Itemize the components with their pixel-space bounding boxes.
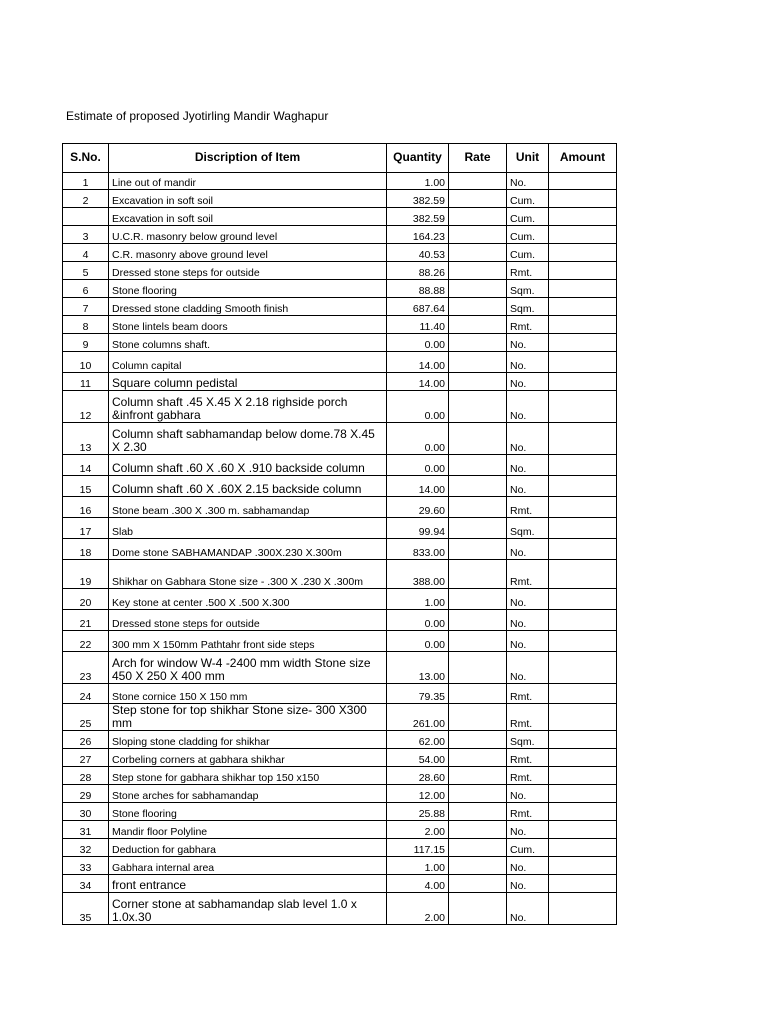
- row-amount: [549, 704, 617, 731]
- row-sno: 18: [63, 539, 109, 560]
- row-rate: [449, 821, 507, 839]
- row-quantity: 0.00: [387, 423, 449, 455]
- row-amount: [549, 857, 617, 875]
- row-unit: No.: [507, 893, 549, 925]
- row-unit: Sqm.: [507, 298, 549, 316]
- row-quantity: 62.00: [387, 731, 449, 749]
- row-unit: No.: [507, 423, 549, 455]
- row-sno: 7: [63, 298, 109, 316]
- header-sno: S.No.: [63, 144, 109, 173]
- table-row: [63, 173, 617, 190]
- row-rate: [449, 173, 507, 190]
- row-description: Step stone for gabhara shikhar top 150 x150: [109, 767, 387, 785]
- row-description: Stone flooring: [109, 280, 387, 298]
- row-unit: No.: [507, 455, 549, 476]
- row-unit: Rmt.: [507, 803, 549, 821]
- row-description: Column capital: [109, 352, 387, 373]
- table-header-row: [63, 144, 617, 173]
- row-rate: [449, 208, 507, 226]
- row-rate: [449, 497, 507, 518]
- row-sno: 20: [63, 589, 109, 610]
- row-quantity: 117.15: [387, 839, 449, 857]
- table-row: [63, 631, 617, 652]
- row-amount: [549, 652, 617, 684]
- row-sno: 4: [63, 244, 109, 262]
- row-unit: No.: [507, 610, 549, 631]
- row-unit: No.: [507, 589, 549, 610]
- row-sno: 9: [63, 334, 109, 352]
- row-unit: No.: [507, 821, 549, 839]
- table-row: [63, 875, 617, 893]
- row-unit: Cum.: [507, 839, 549, 857]
- row-rate: [449, 334, 507, 352]
- row-quantity: 4.00: [387, 875, 449, 893]
- row-quantity: 833.00: [387, 539, 449, 560]
- row-description: Line out of mandir: [109, 173, 387, 190]
- table-row: [63, 704, 617, 731]
- row-amount: [549, 173, 617, 190]
- table-row: [63, 280, 617, 298]
- row-rate: [449, 767, 507, 785]
- row-quantity: 14.00: [387, 352, 449, 373]
- row-amount: [549, 280, 617, 298]
- table-row: [63, 226, 617, 244]
- row-rate: [449, 423, 507, 455]
- row-rate: [449, 190, 507, 208]
- row-rate: [449, 610, 507, 631]
- row-amount: [549, 497, 617, 518]
- table-row: [63, 373, 617, 391]
- row-rate: [449, 298, 507, 316]
- row-description: Dressed stone cladding Smooth finish: [109, 298, 387, 316]
- row-rate: [449, 518, 507, 539]
- table-row: [63, 560, 617, 589]
- row-rate: [449, 316, 507, 334]
- row-unit: Cum.: [507, 226, 549, 244]
- row-quantity: 0.00: [387, 334, 449, 352]
- row-description: Stone cornice 150 X 150 mm: [109, 684, 387, 704]
- row-unit: No.: [507, 334, 549, 352]
- row-description: Stone columns shaft.: [109, 334, 387, 352]
- table-row: [63, 455, 617, 476]
- row-description: Slab: [109, 518, 387, 539]
- row-unit: Rmt.: [507, 316, 549, 334]
- row-amount: [549, 334, 617, 352]
- row-unit: Rmt.: [507, 767, 549, 785]
- row-sno: 28: [63, 767, 109, 785]
- row-unit: Rmt.: [507, 560, 549, 589]
- row-quantity: 11.40: [387, 316, 449, 334]
- row-rate: [449, 373, 507, 391]
- table-row: [63, 767, 617, 785]
- row-rate: [449, 893, 507, 925]
- row-quantity: 99.94: [387, 518, 449, 539]
- row-amount: [549, 423, 617, 455]
- header-rate: Rate: [449, 144, 507, 173]
- row-rate: [449, 391, 507, 423]
- row-sno: 26: [63, 731, 109, 749]
- row-amount: [549, 631, 617, 652]
- row-sno: 10: [63, 352, 109, 373]
- row-sno: 14: [63, 455, 109, 476]
- row-amount: [549, 539, 617, 560]
- row-rate: [449, 560, 507, 589]
- row-description: Column shaft .60 X .60 X .910 backside column: [109, 455, 387, 476]
- row-sno: 23: [63, 652, 109, 684]
- document-title: Estimate of proposed Jyotirling Mandir Waghapur: [66, 109, 329, 123]
- table-row: [63, 652, 617, 684]
- row-quantity: 14.00: [387, 373, 449, 391]
- row-rate: [449, 631, 507, 652]
- header-amount: Amount: [549, 144, 617, 173]
- row-sno: 32: [63, 839, 109, 857]
- row-sno: 16: [63, 497, 109, 518]
- row-unit: Rmt.: [507, 749, 549, 767]
- row-description: Column shaft .60 X .60X 2.15 backside column: [109, 476, 387, 497]
- row-sno: 21: [63, 610, 109, 631]
- row-description: Stone beam .300 X .300 m. sabhamandap: [109, 497, 387, 518]
- row-rate: [449, 244, 507, 262]
- row-description: Gabhara internal area: [109, 857, 387, 875]
- row-description: Deduction for gabhara: [109, 839, 387, 857]
- row-description: Key stone at center .500 X .500 X.300: [109, 589, 387, 610]
- row-unit: Rmt.: [507, 684, 549, 704]
- table-row: [63, 298, 617, 316]
- row-unit: Sqm.: [507, 280, 549, 298]
- row-sno: 2: [63, 190, 109, 208]
- row-amount: [549, 589, 617, 610]
- table-row: [63, 731, 617, 749]
- row-description: Dressed stone steps for outside: [109, 610, 387, 631]
- row-amount: [549, 893, 617, 925]
- row-description: Excavation in soft soil: [109, 208, 387, 226]
- row-unit: No.: [507, 539, 549, 560]
- table-row: [63, 391, 617, 423]
- row-rate: [449, 684, 507, 704]
- row-quantity: 54.00: [387, 749, 449, 767]
- row-quantity: 1.00: [387, 589, 449, 610]
- row-description: 300 mm X 150mm Pathtahr front side steps: [109, 631, 387, 652]
- table-row: [63, 749, 617, 767]
- row-amount: [549, 821, 617, 839]
- row-rate: [449, 262, 507, 280]
- row-rate: [449, 875, 507, 893]
- table-row: [63, 839, 617, 857]
- row-quantity: 0.00: [387, 631, 449, 652]
- row-amount: [549, 684, 617, 704]
- row-unit: No.: [507, 391, 549, 423]
- row-description: Column shaft sabhamandap below dome.78 X.45 X 2.30: [109, 423, 387, 455]
- row-amount: [549, 785, 617, 803]
- row-rate: [449, 652, 507, 684]
- row-quantity: 2.00: [387, 893, 449, 925]
- estimate-table: [62, 143, 617, 925]
- table-row: [63, 785, 617, 803]
- row-sno: 33: [63, 857, 109, 875]
- row-quantity: 1.00: [387, 857, 449, 875]
- row-amount: [549, 373, 617, 391]
- row-rate: [449, 476, 507, 497]
- row-unit: No.: [507, 652, 549, 684]
- row-quantity: 88.26: [387, 262, 449, 280]
- row-quantity: 88.88: [387, 280, 449, 298]
- row-description: Square column pedistal: [109, 373, 387, 391]
- row-quantity: 687.64: [387, 298, 449, 316]
- row-rate: [449, 785, 507, 803]
- table-row: [63, 423, 617, 455]
- row-unit: No.: [507, 875, 549, 893]
- row-description: Corbeling corners at gabhara shikhar: [109, 749, 387, 767]
- row-amount: [549, 208, 617, 226]
- row-unit: No.: [507, 857, 549, 875]
- row-sno: 6: [63, 280, 109, 298]
- table-row: [63, 476, 617, 497]
- row-unit: Rmt.: [507, 704, 549, 731]
- row-sno: 24: [63, 684, 109, 704]
- row-unit: Cum.: [507, 190, 549, 208]
- row-amount: [549, 875, 617, 893]
- row-description: Stone arches for sabhamandap: [109, 785, 387, 803]
- row-rate: [449, 539, 507, 560]
- row-quantity: 164.23: [387, 226, 449, 244]
- row-description: Stone flooring: [109, 803, 387, 821]
- row-amount: [549, 610, 617, 631]
- row-unit: Sqm.: [507, 731, 549, 749]
- table-row: [63, 893, 617, 925]
- row-quantity: 0.00: [387, 391, 449, 423]
- row-amount: [549, 190, 617, 208]
- row-unit: Cum.: [507, 208, 549, 226]
- row-amount: [549, 560, 617, 589]
- header-unit: Unit: [507, 144, 549, 173]
- row-description: Excavation in soft soil: [109, 190, 387, 208]
- row-description: Step stone for top shikhar Stone size- 300 X300 mm: [109, 704, 387, 731]
- row-unit: No.: [507, 476, 549, 497]
- row-sno: 22: [63, 631, 109, 652]
- row-unit: No.: [507, 173, 549, 190]
- row-sno: 25: [63, 704, 109, 731]
- row-amount: [549, 476, 617, 497]
- row-description: front entrance: [109, 875, 387, 893]
- row-amount: [549, 839, 617, 857]
- row-description: C.R. masonry above ground level: [109, 244, 387, 262]
- row-description: Mandir floor Polyline: [109, 821, 387, 839]
- row-amount: [549, 455, 617, 476]
- table-body: [63, 173, 617, 925]
- row-amount: [549, 226, 617, 244]
- row-quantity: 13.00: [387, 652, 449, 684]
- row-rate: [449, 749, 507, 767]
- row-quantity: 40.53: [387, 244, 449, 262]
- row-quantity: 0.00: [387, 610, 449, 631]
- table-row: [63, 316, 617, 334]
- row-unit: Rmt.: [507, 497, 549, 518]
- row-amount: [549, 391, 617, 423]
- table-row: [63, 821, 617, 839]
- row-rate: [449, 455, 507, 476]
- row-rate: [449, 803, 507, 821]
- row-unit: No.: [507, 785, 549, 803]
- row-quantity: 382.59: [387, 190, 449, 208]
- row-rate: [449, 226, 507, 244]
- row-quantity: 388.00: [387, 560, 449, 589]
- row-sno: [63, 208, 109, 226]
- table-row: [63, 334, 617, 352]
- table-row: [63, 262, 617, 280]
- row-sno: 1: [63, 173, 109, 190]
- row-rate: [449, 704, 507, 731]
- row-sno: 15: [63, 476, 109, 497]
- table-row: [63, 684, 617, 704]
- row-amount: [549, 244, 617, 262]
- table-row: [63, 803, 617, 821]
- row-description: Column shaft .45 X.45 X 2.18 righside porch &infront gabhara: [109, 391, 387, 423]
- header-description: Discription of Item: [109, 144, 387, 173]
- table-row: [63, 589, 617, 610]
- row-amount: [549, 316, 617, 334]
- row-amount: [549, 731, 617, 749]
- header-quantity: Quantity: [387, 144, 449, 173]
- row-amount: [549, 352, 617, 373]
- row-amount: [549, 803, 617, 821]
- row-quantity: 25.88: [387, 803, 449, 821]
- row-description: Shikhar on Gabhara Stone size - .300 X .230 X .300m: [109, 560, 387, 589]
- row-description: Dome stone SABHAMANDAP .300X.230 X.300m: [109, 539, 387, 560]
- row-amount: [549, 298, 617, 316]
- row-description: Sloping stone cladding for shikhar: [109, 731, 387, 749]
- row-unit: Rmt.: [507, 262, 549, 280]
- row-quantity: 14.00: [387, 476, 449, 497]
- row-quantity: 29.60: [387, 497, 449, 518]
- row-sno: 27: [63, 749, 109, 767]
- row-rate: [449, 731, 507, 749]
- row-sno: 29: [63, 785, 109, 803]
- row-sno: 3: [63, 226, 109, 244]
- row-sno: 35: [63, 893, 109, 925]
- row-sno: 8: [63, 316, 109, 334]
- row-sno: 17: [63, 518, 109, 539]
- row-description: U.C.R. masonry below ground level: [109, 226, 387, 244]
- row-quantity: 28.60: [387, 767, 449, 785]
- row-sno: 11: [63, 373, 109, 391]
- row-sno: 19: [63, 560, 109, 589]
- row-quantity: 382.59: [387, 208, 449, 226]
- row-amount: [549, 767, 617, 785]
- row-unit: Cum.: [507, 244, 549, 262]
- table-row: [63, 208, 617, 226]
- row-amount: [549, 518, 617, 539]
- row-quantity: 1.00: [387, 173, 449, 190]
- table-row: [63, 539, 617, 560]
- row-unit: No.: [507, 373, 549, 391]
- row-sno: 12: [63, 391, 109, 423]
- row-unit: No.: [507, 631, 549, 652]
- row-rate: [449, 589, 507, 610]
- row-quantity: 12.00: [387, 785, 449, 803]
- table-row: [63, 610, 617, 631]
- table-row: [63, 857, 617, 875]
- row-sno: 5: [63, 262, 109, 280]
- row-sno: 31: [63, 821, 109, 839]
- row-description: Arch for window W-4 -2400 mm width Stone size 450 X 250 X 400 mm: [109, 652, 387, 684]
- row-sno: 34: [63, 875, 109, 893]
- row-description: Dressed stone steps for outside: [109, 262, 387, 280]
- row-quantity: 0.00: [387, 455, 449, 476]
- row-quantity: 261.00: [387, 704, 449, 731]
- table-row: [63, 518, 617, 539]
- row-rate: [449, 280, 507, 298]
- row-description: Corner stone at sabhamandap slab level 1.0 x 1.0x.30: [109, 893, 387, 925]
- row-sno: 30: [63, 803, 109, 821]
- table-row: [63, 352, 617, 373]
- row-rate: [449, 839, 507, 857]
- row-unit: Sqm.: [507, 518, 549, 539]
- row-unit: No.: [507, 352, 549, 373]
- row-description: Stone lintels beam doors: [109, 316, 387, 334]
- table-row: [63, 190, 617, 208]
- table-row: [63, 244, 617, 262]
- row-quantity: 79.35: [387, 684, 449, 704]
- row-amount: [549, 262, 617, 280]
- row-amount: [549, 749, 617, 767]
- row-quantity: 2.00: [387, 821, 449, 839]
- row-rate: [449, 857, 507, 875]
- row-rate: [449, 352, 507, 373]
- table-row: [63, 497, 617, 518]
- row-sno: 13: [63, 423, 109, 455]
